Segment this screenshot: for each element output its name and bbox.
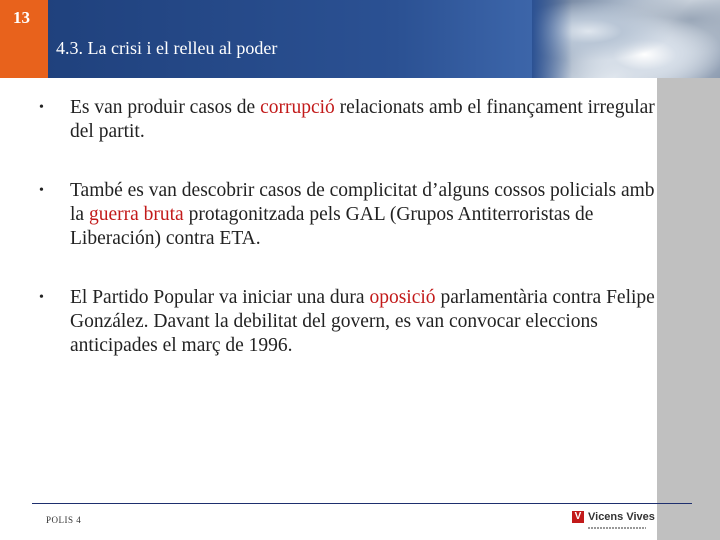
footer-divider	[32, 503, 692, 504]
bullet-dot-icon: •	[39, 100, 44, 115]
bullet-text: parlamentària contra Felipe González. Davant la debilitat del govern, es van convocar eleccions anticipades el març de 1996.	[70, 287, 655, 356]
bullet-item	[30, 286, 655, 358]
publisher-name: Vicens Vives	[588, 511, 655, 523]
bullet-text: Es van produir casos de	[70, 97, 261, 118]
bullet-text: relacionats amb el finançament irregular del partit.	[70, 97, 655, 142]
bullet-text: També es van descobrir casos de complicitat d’alguns cossos policials amb la	[70, 180, 655, 225]
vicens-vives-logo-icon: V	[572, 511, 584, 523]
bullet-text: El Partido Popular va iniciar una dura	[70, 287, 370, 308]
bullet-item	[30, 179, 655, 251]
footer-series-label: POLIS 4	[46, 515, 82, 525]
bullet-list	[30, 96, 655, 358]
right-sidebar	[657, 78, 720, 540]
bullet-highlight: corrupció	[260, 97, 335, 118]
photo-fade	[532, 0, 572, 78]
logo-underline	[588, 527, 646, 529]
bullet-text: protagonitzada pels GAL (Grupos Antiterroristas de Liberación) contra ETA.	[70, 204, 594, 249]
publisher-logo	[572, 511, 655, 523]
page-number: 13	[13, 8, 30, 27]
bullet-highlight: guerra bruta	[88, 204, 184, 225]
page-number-box	[0, 0, 48, 78]
slide-title: 4.3. La crisi i el relleu al poder	[56, 38, 278, 58]
bullet-item	[30, 96, 655, 144]
bullet-highlight: oposició	[369, 287, 436, 308]
bullet-dot-icon: •	[39, 183, 44, 198]
bullet-dot-icon: •	[39, 290, 44, 305]
